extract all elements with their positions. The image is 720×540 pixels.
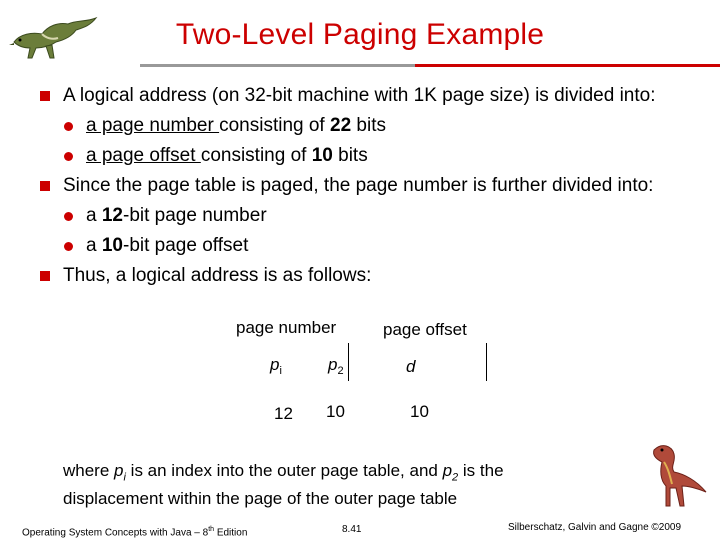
text: Edition	[214, 527, 248, 539]
field-d: d	[406, 357, 416, 376]
bullet-3-text: Thus, a logical address is as follows:	[63, 265, 372, 286]
explanation-text	[63, 460, 504, 510]
text: where	[63, 461, 115, 480]
subscript: 2	[452, 471, 459, 484]
superscript: th	[208, 526, 215, 533]
subscript: i	[279, 365, 282, 378]
explanation-line-2: displacement within the page of the outer page table	[63, 489, 458, 509]
bits-p2: 10	[326, 402, 345, 421]
bullet-2-text: Since the page table is paged, the page number is further divided into:	[63, 175, 654, 196]
footer-book-title	[22, 526, 247, 538]
explanation-line-1	[63, 460, 504, 488]
field-p1	[270, 355, 282, 377]
sub-text: a	[86, 235, 102, 256]
bullet-square-icon	[40, 271, 50, 281]
label-page-number: page number	[236, 318, 337, 337]
title-rule-red	[415, 64, 720, 67]
sub-text: consisting of	[200, 145, 312, 166]
subscript: i	[123, 471, 126, 484]
term-page-number: a page number	[86, 115, 220, 136]
bullet-1-sub-1	[86, 115, 386, 137]
bits-value: 10	[101, 235, 123, 256]
var-p: p	[114, 461, 124, 480]
divider-p2-offset	[486, 343, 487, 381]
bullet-dot-icon	[64, 212, 73, 221]
bits-value: 12	[101, 205, 123, 226]
sub-text: bits	[351, 115, 386, 136]
bullet-dot-icon	[64, 122, 73, 131]
bits-value: 10	[311, 145, 333, 166]
sub-text: -bit page number	[123, 205, 267, 226]
sub-text: bits	[332, 145, 368, 166]
sub-text: -bit page offset	[123, 235, 249, 256]
bits-d: 10	[410, 402, 429, 421]
subscript: 2	[337, 365, 344, 378]
text: is an index into the outer page table, and	[125, 461, 443, 480]
bullet-dot-icon	[64, 242, 73, 251]
bullet-2-sub-1	[86, 205, 267, 227]
divider-p1-p2	[348, 343, 349, 381]
dinosaur-bottom-right-illustration	[640, 440, 712, 512]
bullet-2-sub-2	[86, 235, 248, 257]
bullet-dot-icon	[64, 152, 73, 161]
slide-title: Two-Level Paging Example	[175, 18, 545, 51]
title-rule-gray	[140, 64, 415, 67]
var-p: p	[442, 461, 453, 480]
var-p: p	[328, 355, 338, 374]
bullet-1-text: A logical address (on 32-bit machine with 1K page size) is divided into:	[63, 85, 656, 106]
label-page-offset: page offset	[383, 320, 467, 339]
term-page-offset: a page offset	[86, 145, 201, 166]
bullet-square-icon	[40, 91, 50, 101]
footer-copyright: Silberschatz, Galvin and Gagne ©2009	[508, 522, 682, 533]
bullet-1-sub-2	[86, 145, 368, 167]
sub-text: a	[86, 205, 102, 226]
footer-page-number: 8.41	[342, 524, 362, 535]
bits-p1: 12	[274, 404, 293, 423]
text: Operating System Concepts with Java – 8	[22, 527, 209, 539]
text: is the	[458, 461, 504, 480]
sub-text: consisting of	[219, 115, 330, 136]
bits-value: 22	[330, 115, 352, 136]
bullet-square-icon	[40, 181, 50, 191]
field-p2	[328, 355, 344, 377]
var-p: p	[270, 355, 280, 374]
